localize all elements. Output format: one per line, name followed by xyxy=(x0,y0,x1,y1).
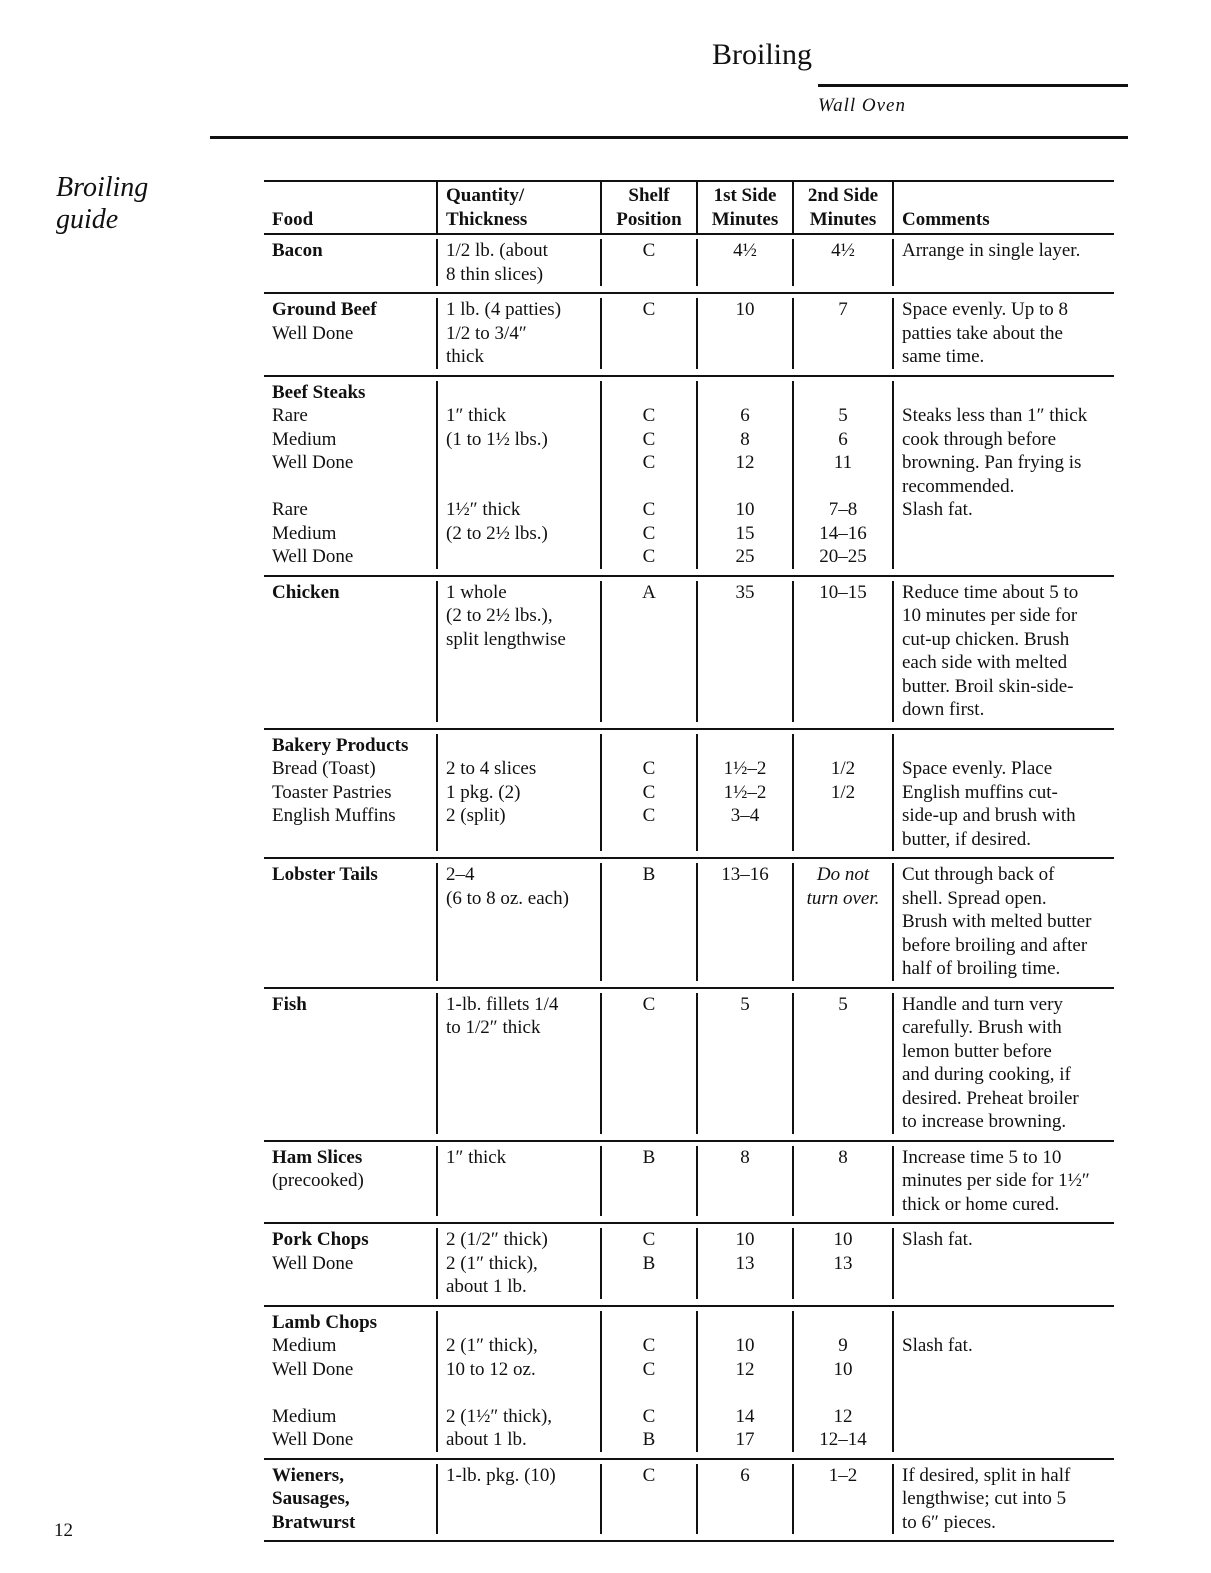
food-cell xyxy=(264,298,436,369)
cell-line: about 1 lb. xyxy=(446,1276,527,1297)
cell-line: half of broiling time. xyxy=(902,958,1061,979)
cell-line: B xyxy=(642,1429,656,1450)
cell-line xyxy=(798,381,888,405)
comments-cell xyxy=(892,863,1114,981)
cell-line xyxy=(902,734,1108,758)
food-doneness: Well Done xyxy=(272,1252,354,1274)
cell-line: 9 xyxy=(838,1335,848,1356)
cell-line xyxy=(902,1311,1108,1335)
table-row xyxy=(264,857,1114,987)
shelf-position-cell xyxy=(600,298,696,369)
food-name: Beef Steaks xyxy=(272,381,366,403)
cell-line: 8 thin slices) xyxy=(446,263,544,285)
comments-cell xyxy=(892,734,1114,852)
quantity-cell xyxy=(436,1228,600,1299)
cell-line: 6 xyxy=(740,1464,750,1486)
cell-line: 1½–2 xyxy=(723,758,767,779)
cell-line: 1–2 xyxy=(828,1464,858,1486)
quantity-cell xyxy=(436,1146,600,1217)
cell-line: Do not xyxy=(816,864,870,885)
cell-line: 20–25 xyxy=(819,546,867,567)
food-doneness: English Muffins xyxy=(272,805,396,826)
food-doneness xyxy=(272,1381,430,1405)
table-row xyxy=(264,375,1114,575)
comments-cell xyxy=(892,239,1114,286)
cell-line: 7 xyxy=(838,299,848,320)
cell-line xyxy=(902,522,1108,546)
food-doneness: Well Done xyxy=(272,452,354,473)
cell-line: 35 xyxy=(735,581,755,603)
cell-line xyxy=(446,1381,594,1405)
cell-line: C xyxy=(642,1358,656,1380)
cell-line: 10 to 12 oz. xyxy=(446,1358,536,1380)
food-doneness: Medium xyxy=(272,1405,337,1427)
quantity-cell xyxy=(436,734,600,852)
header-food: Food xyxy=(272,208,314,230)
cell-line: Brush with melted butter xyxy=(902,911,1092,932)
cell-line: each side with melted xyxy=(902,652,1068,673)
cell-line: 2 (1½″ thick), xyxy=(446,1405,553,1427)
table-header-row xyxy=(264,182,1114,235)
cell-line: shell. Spread open. xyxy=(902,887,1047,909)
cell-line: 2–4 xyxy=(446,864,475,885)
cell-line xyxy=(446,381,594,405)
cell-line: 25 xyxy=(735,546,755,567)
cell-line: carefully. Brush with xyxy=(902,1017,1062,1038)
food-doneness: Well Done xyxy=(272,1358,354,1380)
cell-line: 10 xyxy=(735,499,755,520)
side1-minutes-cell xyxy=(696,239,792,286)
section-rule xyxy=(210,136,1128,139)
cell-line: 1″ thick xyxy=(446,405,507,426)
cell-line: Slash fat. xyxy=(902,1335,973,1356)
header-side1: 1st Side Minutes xyxy=(696,182,792,233)
cell-line: If desired, split in half xyxy=(902,1464,1071,1486)
cell-line: 7–8 xyxy=(828,499,858,520)
cell-line: C xyxy=(642,499,656,520)
cell-line: before broiling and after xyxy=(902,934,1088,956)
cell-line xyxy=(446,545,594,569)
side2-minutes-cell xyxy=(792,298,892,369)
cell-line: 12 xyxy=(833,1405,853,1427)
quantity-cell xyxy=(436,1464,600,1535)
cell-line: 5 xyxy=(838,993,848,1015)
food-name: Pork Chops xyxy=(272,1229,369,1250)
cell-line: 1/2 to 3/4″ xyxy=(446,322,527,344)
cell-line: 11 xyxy=(833,452,853,473)
cell-line: 1 whole xyxy=(446,581,507,603)
side1-minutes-cell xyxy=(696,993,792,1134)
cell-line: 1/2 lb. (about xyxy=(446,240,548,261)
food-cell xyxy=(264,581,436,722)
cell-line: C xyxy=(642,546,656,567)
side2-minutes-cell xyxy=(792,993,892,1134)
comments-cell xyxy=(892,1311,1114,1452)
cell-line xyxy=(446,734,594,758)
shelf-position-cell xyxy=(600,581,696,722)
cell-line xyxy=(902,381,1108,405)
comments-cell xyxy=(892,298,1114,369)
food-doneness: Medium xyxy=(272,1335,337,1356)
food-name: Ham Slices xyxy=(272,1146,363,1168)
cell-line: C xyxy=(642,993,656,1015)
cell-line: (1 to 1½ lbs.) xyxy=(446,428,548,450)
cell-line: 12 xyxy=(735,452,755,473)
side-heading-line2: guide xyxy=(56,204,119,235)
cell-line xyxy=(798,1381,888,1405)
food-doneness: (precooked) xyxy=(272,1170,364,1191)
cell-line xyxy=(446,1311,594,1335)
food-cell xyxy=(264,863,436,981)
cell-line xyxy=(902,545,1108,569)
side1-minutes-cell xyxy=(696,863,792,981)
cell-line: lengthwise; cut into 5 xyxy=(902,1488,1067,1509)
shelf-position-cell xyxy=(600,1228,696,1299)
table-body xyxy=(264,235,1114,1540)
side2-minutes-cell xyxy=(792,1228,892,1299)
cell-line: 15 xyxy=(735,522,755,544)
cell-line: C xyxy=(642,1229,656,1250)
comments-cell xyxy=(892,993,1114,1134)
food-name: Wieners, xyxy=(272,1464,344,1486)
header-quantity: Quantity/ Thickness xyxy=(436,182,600,233)
cell-line: browning. Pan frying is xyxy=(902,452,1082,473)
side2-minutes-cell xyxy=(792,1464,892,1535)
cell-line: 1 lb. (4 patties) xyxy=(446,299,562,320)
cell-line: thick xyxy=(446,346,484,367)
food-name: Bacon xyxy=(272,240,323,261)
food-doneness: Bread (Toast) xyxy=(272,758,376,779)
food-cell xyxy=(264,993,436,1134)
side2-minutes-cell xyxy=(792,581,892,722)
cell-line: 1½–2 xyxy=(723,781,767,803)
food-doneness: Medium xyxy=(272,428,337,450)
cell-line xyxy=(606,381,692,405)
cell-line: cook through before xyxy=(902,428,1057,450)
food-cell xyxy=(264,1464,436,1535)
cell-line: C xyxy=(642,805,656,826)
shelf-position-cell xyxy=(600,734,696,852)
cell-line: B xyxy=(642,864,656,885)
cell-line: B xyxy=(642,1252,656,1274)
table-row xyxy=(264,987,1114,1140)
header-comments: Comments xyxy=(892,182,1114,233)
cell-line: 10 minutes per side for xyxy=(902,605,1078,626)
food-cell xyxy=(264,1228,436,1299)
food-doneness: Rare xyxy=(272,405,308,426)
quantity-cell xyxy=(436,1311,600,1452)
table-row xyxy=(264,1458,1114,1541)
food-name: Lobster Tails xyxy=(272,864,378,885)
cell-line: 1 pkg. (2) xyxy=(446,781,521,803)
cell-line: C xyxy=(642,240,656,261)
cell-line: to 6″ pieces. xyxy=(902,1511,996,1533)
cell-line: 10 xyxy=(735,299,755,320)
food-cell xyxy=(264,239,436,286)
cell-line: 12–14 xyxy=(819,1429,867,1450)
side-heading xyxy=(56,172,148,236)
cell-line: (2 to 2½ lbs.) xyxy=(446,522,548,544)
cell-line: C xyxy=(642,1335,656,1356)
cell-line: 13–16 xyxy=(721,864,769,885)
broiling-guide-table xyxy=(264,180,1114,1542)
cell-line: same time. xyxy=(902,346,985,367)
cell-line: 13 xyxy=(735,1252,755,1274)
table-row xyxy=(264,1140,1114,1223)
cell-line: 10 xyxy=(735,1229,755,1250)
cell-line: Increase time 5 to 10 xyxy=(902,1146,1062,1168)
quantity-cell xyxy=(436,863,600,981)
side-heading-line1: Broiling xyxy=(56,172,149,203)
cell-line: lemon butter before xyxy=(902,1040,1052,1062)
comments-cell xyxy=(892,1228,1114,1299)
cell-line: A xyxy=(642,581,656,603)
food-doneness: Well Done xyxy=(272,1429,354,1450)
quantity-cell xyxy=(436,239,600,286)
food-doneness: Toaster Pastries xyxy=(272,781,392,803)
cell-line: 6 xyxy=(838,428,848,450)
food-cell xyxy=(264,1311,436,1452)
cell-line: recommended. xyxy=(902,475,1015,497)
side1-minutes-cell xyxy=(696,1464,792,1535)
shelf-position-cell xyxy=(600,863,696,981)
shelf-position-cell xyxy=(600,1464,696,1535)
cell-line: 12 xyxy=(735,1358,755,1380)
cell-line: C xyxy=(642,1405,656,1427)
food-name: Chicken xyxy=(272,581,340,603)
cell-line: 1½″ thick xyxy=(446,499,521,520)
cell-line: butter, if desired. xyxy=(902,828,1032,850)
cell-line xyxy=(702,1381,788,1405)
table-row xyxy=(264,575,1114,728)
header-rule xyxy=(818,84,1128,87)
cell-line: 17 xyxy=(735,1429,755,1450)
cell-line: 2 (1″ thick), xyxy=(446,1335,538,1356)
cell-line: B xyxy=(642,1146,656,1168)
cell-line: 5 xyxy=(838,405,848,426)
comments-cell xyxy=(892,381,1114,569)
cell-line: cut-up chicken. Brush xyxy=(902,628,1070,650)
cell-line: 1-lb. pkg. (10) xyxy=(446,1464,556,1486)
cell-line: 10 xyxy=(833,1229,853,1250)
cell-line: Arrange in single layer. xyxy=(902,240,1081,261)
food-name: Lamb Chops xyxy=(272,1311,378,1333)
cell-line: 1-lb. fillets 1/4 xyxy=(446,993,559,1015)
cell-line xyxy=(702,381,788,405)
cell-line: C xyxy=(642,781,656,803)
cell-line: 2 to 4 slices xyxy=(446,758,537,779)
cell-line xyxy=(446,475,594,499)
cell-line xyxy=(798,734,888,758)
cell-line: 10–15 xyxy=(819,581,867,603)
header-side2: 2nd Side Minutes xyxy=(792,182,892,233)
cell-line: to 1/2″ thick xyxy=(446,1017,541,1038)
cell-line xyxy=(606,1381,692,1405)
food-name: Fish xyxy=(272,993,307,1015)
cell-line: about 1 lb. xyxy=(446,1429,527,1450)
cell-line: 1/2 xyxy=(830,758,856,779)
cell-line: Steaks less than 1″ thick xyxy=(902,405,1088,426)
food-cell xyxy=(264,734,436,852)
cell-line: 8 xyxy=(838,1146,848,1168)
cell-line: to increase browning. xyxy=(902,1111,1067,1132)
cell-line: 3–4 xyxy=(730,805,760,826)
cell-line xyxy=(798,475,888,499)
food-doneness: Well Done xyxy=(272,546,354,567)
cell-line: 14–16 xyxy=(819,522,867,544)
cell-line: 5 xyxy=(740,993,750,1015)
cell-line: side-up and brush with xyxy=(902,805,1076,826)
quantity-cell xyxy=(436,993,600,1134)
cell-line: turn over. xyxy=(806,887,880,909)
cell-line: Space evenly. Up to 8 xyxy=(902,299,1069,320)
food-name: Sausages, xyxy=(272,1488,350,1509)
quantity-cell xyxy=(436,298,600,369)
shelf-position-cell xyxy=(600,239,696,286)
cell-line: 1″ thick xyxy=(446,1146,507,1168)
cell-line xyxy=(446,451,594,475)
side1-minutes-cell xyxy=(696,1228,792,1299)
cell-line: (6 to 8 oz. each) xyxy=(446,887,569,909)
cell-line xyxy=(702,475,788,499)
cell-line: 2 (1/2″ thick) xyxy=(446,1229,548,1250)
cell-line: Reduce time about 5 to xyxy=(902,581,1079,603)
side1-minutes-cell xyxy=(696,298,792,369)
cell-line: C xyxy=(642,452,656,473)
comments-cell xyxy=(892,1464,1114,1535)
cell-line xyxy=(702,1311,788,1335)
food-cell xyxy=(264,1146,436,1217)
side2-minutes-cell xyxy=(792,239,892,286)
food-doneness: Rare xyxy=(272,499,308,520)
side1-minutes-cell xyxy=(696,734,792,852)
cell-line: Cut through back of xyxy=(902,864,1055,885)
page-subtitle: Wall Oven xyxy=(818,95,906,116)
cell-line: 6 xyxy=(740,405,750,426)
cell-line xyxy=(606,734,692,758)
cell-line: patties take about the xyxy=(902,322,1063,344)
comments-cell xyxy=(892,581,1114,722)
cell-line: 10 xyxy=(833,1358,853,1380)
food-doneness xyxy=(272,475,430,499)
cell-line: C xyxy=(642,405,656,426)
cell-line: Space evenly. Place xyxy=(902,758,1053,779)
table-row xyxy=(264,1222,1114,1305)
cell-line: down first. xyxy=(902,699,985,720)
cell-line: butter. Broil skin-side- xyxy=(902,675,1074,697)
cell-line: C xyxy=(642,299,656,320)
cell-line: 8 xyxy=(740,428,750,450)
quantity-cell xyxy=(436,581,600,722)
cell-line: Handle and turn very xyxy=(902,993,1063,1015)
page-title: Broiling xyxy=(712,38,813,71)
cell-line: C xyxy=(642,758,656,779)
side2-minutes-cell xyxy=(792,863,892,981)
side2-minutes-cell xyxy=(792,1146,892,1217)
food-name: Bakery Products xyxy=(272,734,409,756)
cell-line xyxy=(702,734,788,758)
cell-line: 8 xyxy=(740,1146,750,1168)
quantity-cell xyxy=(436,381,600,569)
cell-line: 13 xyxy=(833,1252,853,1274)
side2-minutes-cell xyxy=(792,734,892,852)
side1-minutes-cell xyxy=(696,1311,792,1452)
cell-line: (2 to 2½ lbs.), xyxy=(446,605,553,626)
table-row xyxy=(264,235,1114,292)
food-name: Bratwurst xyxy=(272,1511,356,1533)
shelf-position-cell xyxy=(600,1311,696,1452)
cell-line: C xyxy=(642,522,656,544)
table-row xyxy=(264,292,1114,375)
food-doneness: Medium xyxy=(272,522,337,544)
cell-line: English muffins cut- xyxy=(902,781,1058,803)
cell-line: and during cooking, if xyxy=(902,1064,1071,1085)
cell-line xyxy=(606,475,692,499)
cell-line xyxy=(798,1311,888,1335)
cell-line: 1/2 xyxy=(830,781,856,803)
cell-line xyxy=(798,804,888,828)
side1-minutes-cell xyxy=(696,1146,792,1217)
table-row xyxy=(264,728,1114,858)
page-number: 12 xyxy=(54,1520,73,1541)
cell-line: 4½ xyxy=(733,240,757,261)
cell-line: C xyxy=(642,428,656,450)
side2-minutes-cell xyxy=(792,381,892,569)
cell-line: 2 (1″ thick), xyxy=(446,1252,538,1274)
cell-line: thick or home cured. xyxy=(902,1193,1060,1215)
shelf-position-cell xyxy=(600,993,696,1134)
cell-line: desired. Preheat broiler xyxy=(902,1087,1079,1109)
food-name: Ground Beef xyxy=(272,299,377,320)
header-shelf: Shelf Position xyxy=(600,182,696,233)
side2-minutes-cell xyxy=(792,1311,892,1452)
table-row xyxy=(264,1305,1114,1458)
cell-line: 2 (split) xyxy=(446,805,506,826)
side1-minutes-cell xyxy=(696,381,792,569)
cell-line: Slash fat. xyxy=(902,499,973,520)
cell-line: split lengthwise xyxy=(446,628,566,650)
side1-minutes-cell xyxy=(696,581,792,722)
food-doneness: Well Done xyxy=(272,322,354,344)
cell-line: 10 xyxy=(735,1335,755,1356)
shelf-position-cell xyxy=(600,1146,696,1217)
cell-line: C xyxy=(642,1464,656,1486)
food-cell xyxy=(264,381,436,569)
shelf-position-cell xyxy=(600,381,696,569)
cell-line: 14 xyxy=(735,1405,755,1427)
cell-line xyxy=(606,1311,692,1335)
cell-line: minutes per side for 1½″ xyxy=(902,1170,1090,1191)
cell-line: 4½ xyxy=(831,240,855,261)
cell-line: Slash fat. xyxy=(902,1229,973,1250)
comments-cell xyxy=(892,1146,1114,1217)
